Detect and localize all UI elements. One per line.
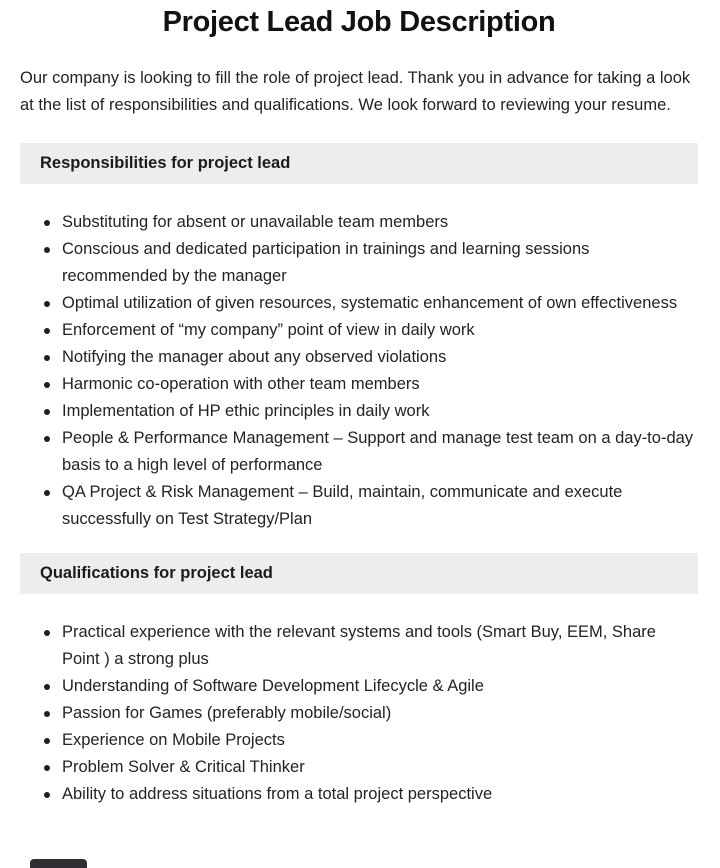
section-heading-text: Responsibilities for project lead (40, 154, 291, 172)
list-item: Passion for Games (preferably mobile/social) (42, 700, 698, 727)
responsibilities-section-header (20, 143, 698, 184)
intro-paragraph: Our company is looking to fill the role of project lead. Thank you in advance for taking a look at the list of responsibilities and qualifications. We look forward to reviewing your resume. (20, 69, 691, 114)
list-item: Notifying the manager about any observed violations (42, 344, 698, 371)
list-item: Harmonic co-operation with other team members (42, 371, 698, 398)
list-item: Conscious and dedicated participation in trainings and learning sessions recommended by the manager (42, 236, 698, 290)
section-qualifications (20, 553, 698, 828)
list-item: Optimal utilization of given resources, systematic enhancement of own effectiveness (42, 290, 698, 317)
list-item: Ability to address situations from a total project perspective (42, 781, 698, 808)
qualifications-section-header (20, 553, 698, 594)
list-item: Implementation of HP ethic principles in daily work (42, 398, 698, 425)
section-heading-text: Qualifications for project lead (40, 564, 273, 582)
section-responsibilities (20, 143, 698, 553)
list-item: People & Performance Management – Support and manage test team on a day-to-day basis to a high level of performance (42, 425, 698, 479)
page-title: Project Lead Job Description (162, 6, 556, 38)
list-item: Understanding of Software Development Lifecycle & Agile (42, 673, 698, 700)
list-item: Problem Solver & Critical Thinker (42, 754, 698, 781)
qualifications-list (20, 594, 698, 828)
list-item: Practical experience with the relevant systems and tools (Smart Buy, EEM, Share Point ) a strong plus (42, 619, 698, 673)
list-item: Experience on Mobile Projects (42, 727, 698, 754)
list-item: Substituting for absent or unavailable team members (42, 209, 698, 236)
responsibilities-list (20, 184, 698, 553)
partial-element-bottom (30, 859, 87, 868)
list-item: Enforcement of “my company” point of view in daily work (42, 317, 698, 344)
list-item: QA Project & Risk Management – Build, maintain, communicate and execute successfully on Test Strategy/Plan (42, 479, 698, 533)
